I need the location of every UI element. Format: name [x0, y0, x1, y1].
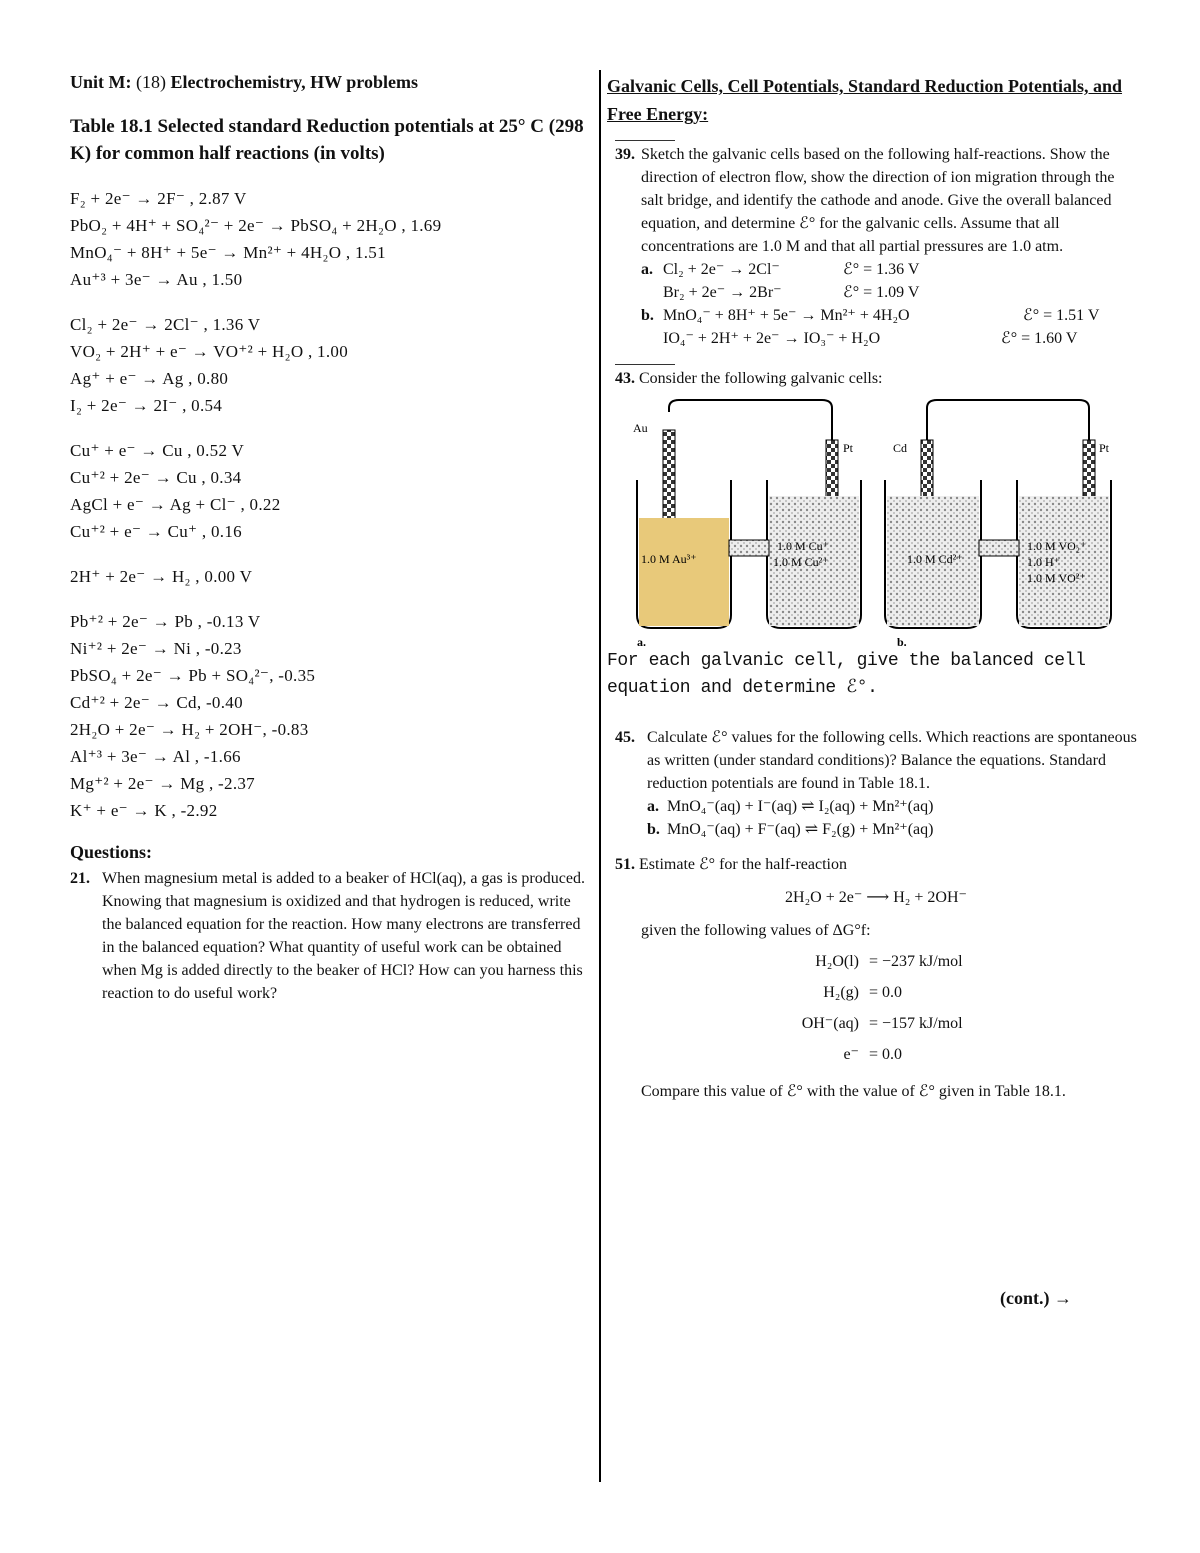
potential: ℰ° = 1.09 V	[843, 284, 920, 301]
dg-value: = 0.0	[869, 984, 903, 1001]
potential-group-3	[70, 437, 590, 545]
question-number: 51.	[615, 856, 635, 873]
species: H₂O(l)	[815, 953, 859, 970]
salt-bridge	[979, 540, 1019, 556]
free-energy-values	[615, 946, 1137, 1070]
left-column	[70, 72, 590, 1005]
part-label: a.	[647, 798, 659, 815]
dg-row	[615, 1008, 1137, 1039]
half-reaction: Ag⁺ + e⁻ → Ag , 0.80	[70, 369, 229, 388]
cell-b	[885, 400, 1111, 649]
half-reaction: Mg⁺² + 2e⁻ → Mg , -2.37	[70, 774, 255, 793]
half-reaction: Al⁺³ + 3e⁻ → Al , -1.66	[70, 747, 241, 766]
half-reaction: Cu⁺² + 2e⁻ → Cu , 0.34	[70, 468, 242, 487]
electrode-label: Cd	[893, 441, 908, 455]
half-reaction: 2H⁺ + 2e⁻ → H₂ , 0.00 V	[70, 567, 253, 586]
question-43-prompt: For each galvanic cell, give the balanced cell equation and determine ℰ°.	[607, 651, 1086, 698]
species: H₂(g)	[823, 984, 859, 1001]
dg-value: = −237 kJ/mol	[869, 953, 963, 970]
dg-row	[615, 946, 1137, 977]
half-reaction: Cd⁺² + 2e⁻ → Cd, -0.40	[70, 693, 243, 712]
electrode-label: Pt	[1099, 441, 1110, 455]
question-21	[70, 867, 590, 1005]
right-column	[607, 72, 1137, 1103]
potential: ℰ° = 1.60 V	[1001, 330, 1078, 347]
question-51	[607, 853, 1137, 1103]
part-label: b.	[647, 821, 660, 838]
dg-value: = −157 kJ/mol	[869, 1015, 963, 1032]
half-reaction: Cu⁺² + e⁻ → Cu⁺ , 0.16	[70, 522, 242, 541]
table-title: Table 18.1 Selected standard Reduction potentials at 25° C (298 K) for common half reactions (in volts)	[70, 116, 584, 164]
wire	[927, 400, 1089, 450]
potential: ℰ° = 1.36 V	[843, 261, 920, 278]
half-reaction: PbO₂ + 4H⁺ + SO₄²⁻ + 2e⁻ → PbSO₄ + 2H₂O , 1.69	[70, 216, 442, 235]
question-rule	[615, 364, 675, 365]
half-reaction: K⁺ + e⁻ → K , -2.92	[70, 801, 218, 820]
dg-row	[615, 977, 1137, 1008]
reaction-row	[615, 327, 1137, 350]
solution-label: 1.0 M Cu²⁺	[773, 555, 829, 569]
electrode-label: Pt	[843, 441, 854, 455]
dg-value: = 0.0	[869, 1046, 903, 1063]
compare-text: Compare this value of ℰ° with the value of ℰ° given in Table 18.1.	[641, 1083, 1066, 1100]
question-text: Consider the following galvanic cells:	[639, 370, 883, 387]
half-reaction: PbSO₄ + 2e⁻ → Pb + SO₄²⁻, -0.35	[70, 666, 316, 685]
reaction-row	[615, 304, 1137, 327]
half-reaction: Cl₂ + 2e⁻ → 2Cl⁻ , 1.36 V	[70, 315, 261, 334]
reaction-row	[615, 281, 1137, 304]
potential: ℰ° = 1.51 V	[1023, 307, 1100, 324]
half-reaction: F₂ + 2e⁻ → 2F⁻ , 2.87 V	[70, 189, 247, 208]
given-text: given the following values of ΔG°f:	[641, 922, 871, 939]
half-reaction: Pb⁺² + 2e⁻ → Pb , -0.13 V	[70, 612, 261, 631]
solution-label: 1.0 M VO₂⁺	[1027, 539, 1087, 553]
half-reaction: MnO₄⁻ + 8H⁺ + 5e⁻ → Mn²⁺ + 4H₂O , 1.51	[70, 243, 386, 262]
part-label: a.	[641, 261, 653, 278]
reaction: Cl₂ + 2e⁻ → 2Cl⁻	[663, 261, 780, 278]
reaction: Br₂ + 2e⁻ → 2Br⁻	[663, 284, 782, 301]
half-reaction: AgCl + e⁻ → Ag + Cl⁻ , 0.22	[70, 495, 281, 514]
reaction-row	[615, 258, 1137, 281]
column-divider	[599, 70, 601, 1482]
unit-topic: Electrochemistry, HW problems	[170, 72, 418, 92]
cell-label: a.	[637, 635, 646, 649]
species: OH⁻(aq)	[801, 1015, 859, 1032]
half-reaction: Ni⁺² + 2e⁻ → Ni , -0.23	[70, 639, 242, 658]
part-label: b.	[641, 307, 654, 324]
question-text: Calculate ℰ° values for the following cells. Which reactions are spontaneous as written (under standard conditions)? Balance the equations. Standard reduction potentials are found in Table 18.1.	[647, 729, 1137, 792]
potential-group-2	[70, 311, 590, 419]
cell-label: b.	[897, 635, 907, 649]
continued-label: (cont.) →	[1000, 1288, 1072, 1308]
question-text: Estimate ℰ° for the half-reaction	[639, 856, 847, 873]
question-number: 39.	[615, 146, 635, 163]
unit-number: (18)	[131, 72, 171, 92]
half-reaction: VO₂ + 2H⁺ + e⁻ → VO⁺² + H₂O , 1.00	[70, 342, 349, 361]
half-reaction: Au⁺³ + 3e⁻ → Au , 1.50	[70, 270, 243, 289]
reaction: MnO₄⁻(aq) + F⁻(aq) ⇌ F₂(g) + Mn²⁺(aq)	[667, 821, 934, 838]
question-45	[607, 726, 1137, 841]
dg-row	[615, 1039, 1137, 1070]
reaction: IO₄⁻ + 2H⁺ + 2e⁻ → IO₃⁻ + H₂O	[663, 330, 881, 347]
question-text: When magnesium metal is added to a beaker of HCl(aq), a gas is produced. Knowing that magnesium is oxidized and that hydrogen is reduced, write the balanced equation for the reaction. How many electrons are transferred in the balanced equation? What quantity of useful work can be obtained when Mg is added directly to the beaker of HCl? How can you harness this reaction to do useful work?	[102, 870, 585, 1002]
electrode-label: Au	[633, 421, 648, 435]
unit-label: Unit M:	[70, 72, 132, 92]
question-text: Sketch the galvanic cells based on the following half-reactions. Show the direction of electron flow, show the direction of ion migration through the salt bridge, and identify the cathode and anode. Give the overall balanced equation, and determine ℰ° for the galvanic cells. Assume that all concentrations are 1.0 M and that all partial pressures are 1.0 atm.	[641, 146, 1115, 255]
half-reaction: 2H₂O + 2e⁻ → H₂ + 2OH⁻, -0.83	[70, 720, 309, 739]
reaction: MnO₄⁻(aq) + I⁻(aq) ⇌ I₂(aq) + Mn²⁺(aq)	[667, 798, 934, 815]
cell-a	[633, 400, 861, 649]
solution-label: 1.0 M Au³⁺	[641, 552, 697, 566]
half-reaction: I₂ + 2e⁻ → 2I⁻ , 0.54	[70, 396, 223, 415]
question-number: 21.	[70, 870, 90, 887]
section-title: Galvanic Cells, Cell Potentials, Standard Reduction Potentials, and Free Energy:	[607, 76, 1123, 124]
question-number: 43.	[615, 370, 635, 387]
question-39	[607, 140, 1137, 350]
question-rule	[615, 140, 675, 141]
half-reaction: Cu⁺ + e⁻ → Cu , 0.52 V	[70, 441, 245, 460]
species: e⁻	[843, 1046, 859, 1063]
galvanic-cells-diagram	[607, 400, 1127, 649]
question-number: 45.	[615, 729, 635, 746]
au-solution	[639, 518, 729, 626]
au-electrode	[663, 430, 675, 530]
salt-bridge	[729, 540, 769, 556]
potential-group-5	[70, 608, 590, 824]
solution-label: 1.0 M Cd²⁺	[907, 552, 963, 566]
half-reaction-equation: 2H₂O + 2e⁻ ⟶ H₂ + 2OH⁻	[785, 889, 967, 906]
reaction: MnO₄⁻ + 8H⁺ + 5e⁻ → Mn²⁺ + 4H₂O	[663, 307, 910, 324]
solution-label: 1.0 M VO²⁺	[1027, 571, 1086, 585]
potential-group-1	[70, 185, 590, 293]
solution-label: 1.0 M Cu⁺	[777, 539, 830, 553]
unit-title	[70, 72, 590, 93]
galvanic-cells-figure	[607, 400, 1127, 649]
wire	[669, 400, 832, 448]
potential-group-4	[70, 563, 590, 590]
question-43	[607, 364, 1137, 390]
solution-label: 1.0 H⁺	[1027, 555, 1060, 569]
questions-heading: Questions:	[70, 842, 153, 862]
